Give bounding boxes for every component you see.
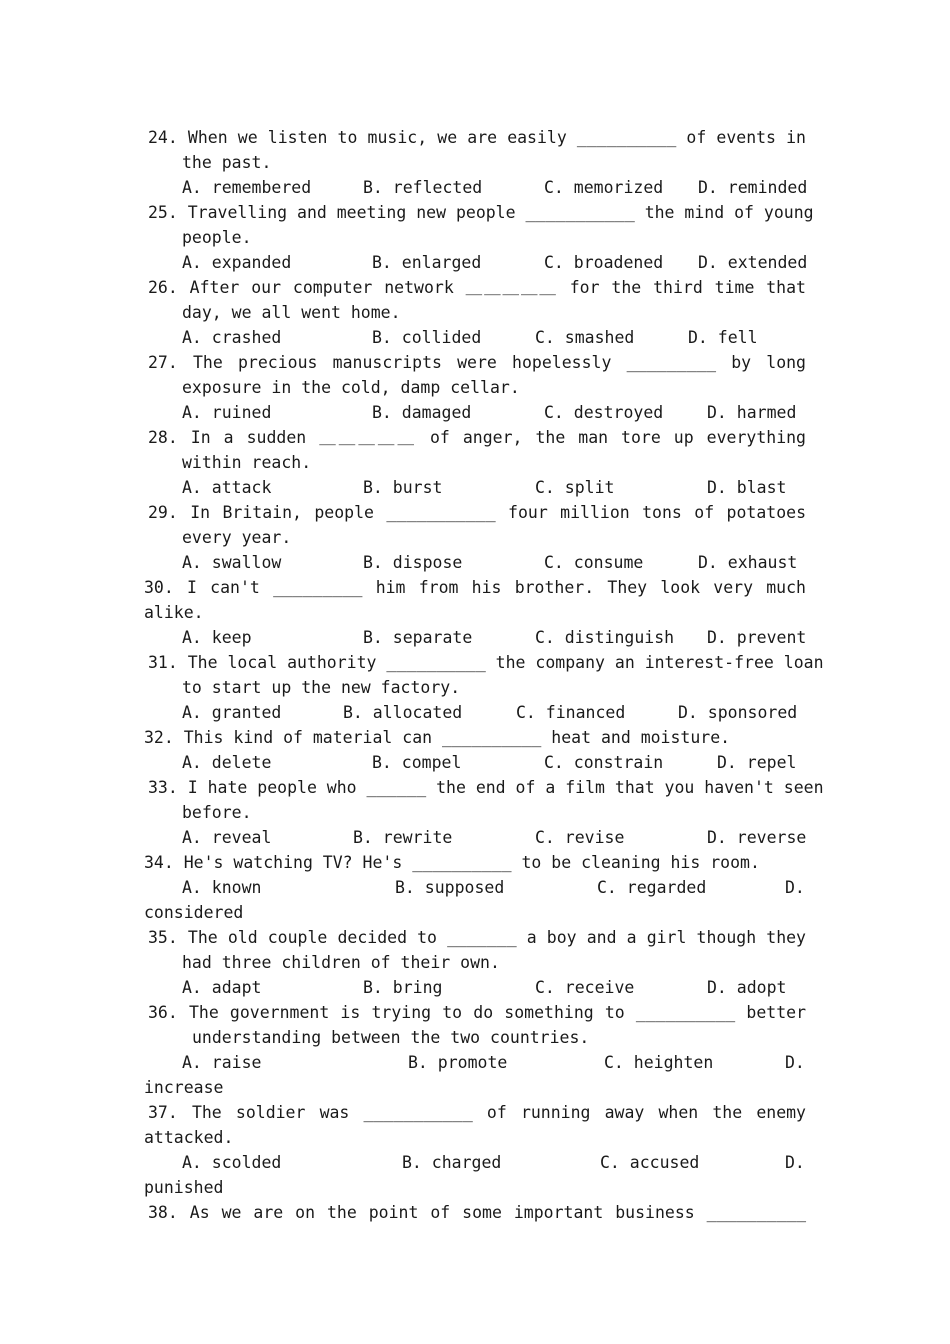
question-36-options [182,1050,806,1075]
question-31-options [182,700,806,725]
option-c: C. consume [544,553,644,572]
question-37-line-2: attacked. [144,1128,234,1147]
question-27-line-1: 27. The precious manuscripts were hopelessly _________ by long [148,353,806,372]
option-c: C. split [535,478,615,497]
question-35-options [182,975,806,1000]
option-b: B. charged [402,1153,502,1172]
option-b: B. compel [372,753,462,772]
option-d: D. adopt [707,978,787,997]
option-a: A. attack [182,478,272,497]
option-b: B. separate [363,628,473,647]
question-37-options [182,1150,806,1175]
question-26-line-2: day, we all went home. [182,303,401,322]
question-26-line-1: 26. After our computer network ＿＿＿＿＿ for the third time that [148,278,806,297]
question-33-options [182,825,806,850]
question-29-options [182,550,806,575]
question-31-line-2: to start up the new factory. [182,678,461,697]
question-35-line-1: 35. The old couple decided to _______ a boy and a girl though they [148,928,806,947]
option-b: B. bring [363,978,443,997]
option-d: D. reminded [698,178,808,197]
option-d: D. blast [707,478,787,497]
option-c: C. memorized [544,178,664,197]
question-36-option-d-text: increase [144,1078,224,1097]
question-37-line-1: 37. The soldier was ___________ of running away when the enemy [148,1103,806,1122]
option-c: C. distinguish [535,628,675,647]
option-a: A. scolded [182,1153,282,1172]
option-a: A. remembered [182,178,312,197]
option-b: B. damaged [372,403,472,422]
option-c: C. regarded [597,878,707,897]
question-25-options [182,250,806,275]
option-b: B. supposed [395,878,505,897]
question-32-line-1: 32. This kind of material can __________ heat and moisture. [144,728,731,747]
option-c: C. revise [535,828,625,847]
question-33-line-2: before. [182,803,252,822]
option-a: A. delete [182,753,272,772]
option-a: A. keep [182,628,252,647]
question-31-line-1: 31. The local authority __________ the company an interest-free loan [148,653,824,672]
option-d: D. harmed [707,403,797,422]
question-38-line-1: 38. As we are on the point of some important business __________ [148,1203,806,1222]
question-25-line-1: 25. Travelling and meeting new people ___________ the mind of young [148,203,814,222]
question-25-line-2: people. [182,228,252,247]
option-b: B. promote [408,1053,508,1072]
question-34-option-d-text: considered [144,903,244,922]
option-b: B. collided [372,328,482,347]
question-30-options [182,625,806,650]
option-c: C. accused [600,1153,700,1172]
question-24-line-1: 24. When we listen to music, we are easily __________ of events in [148,128,806,147]
option-d: D. [785,878,805,897]
question-37-option-d-text: punished [144,1178,224,1197]
option-d: D. exhaust [698,553,798,572]
option-c: C. heighten [604,1053,714,1072]
option-a: A. adapt [182,978,262,997]
option-c: C. financed [516,703,626,722]
question-30-line-2: alike. [144,603,204,622]
question-33-line-1: 33. I hate people who ______ the end of a film that you haven't seen [148,778,824,797]
option-c: C. receive [535,978,635,997]
question-24-line-2: the past. [182,153,272,172]
question-27-line-2: exposure in the cold, damp cellar. [182,378,520,397]
question-26-options [182,325,806,350]
option-b: B. dispose [363,553,463,572]
option-a: A. swallow [182,553,282,572]
question-32-options [182,750,806,775]
option-c: C. broadened [544,253,664,272]
option-d: D. [785,1153,805,1172]
question-36-line-2: understanding between the two countries. [192,1028,590,1047]
option-b: B. reflected [363,178,483,197]
question-28-line-2: within reach. [182,453,312,472]
option-a: A. ruined [182,403,272,422]
question-28-options [182,475,806,500]
option-b: B. allocated [343,703,463,722]
option-d: D. [785,1053,805,1072]
option-a: A. known [182,878,262,897]
option-d: D. prevent [707,628,807,647]
option-d: D. reverse [707,828,807,847]
option-c: C. constrain [544,753,664,772]
question-27-options [182,400,806,425]
option-a: A. reveal [182,828,272,847]
option-b: B. rewrite [353,828,453,847]
question-29-line-1: 29. In Britain, people ___________ four million tons of potatoes [148,503,806,522]
option-d: D. fell [688,328,758,347]
option-b: B. enlarged [372,253,482,272]
question-29-line-2: every year. [182,528,292,547]
question-35-line-2: had three children of their own. [182,953,500,972]
option-d: D. repel [717,753,797,772]
option-d: D. extended [698,253,808,272]
question-24-options [182,175,806,200]
question-28-line-1: 28. In a sudden ＿＿＿＿＿ of anger, the man tore up everything [148,428,806,447]
option-b: B. burst [363,478,443,497]
option-d: D. sponsored [678,703,798,722]
option-a: A. raise [182,1053,262,1072]
option-a: A. granted [182,703,282,722]
question-34-line-1: 34. He's watching TV? He's __________ to be cleaning his room. [144,853,760,872]
option-c: C. smashed [535,328,635,347]
question-34-options [182,875,806,900]
question-36-line-1: 36. The government is trying to do something to __________ better [148,1003,806,1022]
option-c: C. destroyed [544,403,664,422]
option-a: A. crashed [182,328,282,347]
question-30-line-1: 30. I can't _________ him from his brother. They look very much [144,578,806,597]
option-a: A. expanded [182,253,292,272]
